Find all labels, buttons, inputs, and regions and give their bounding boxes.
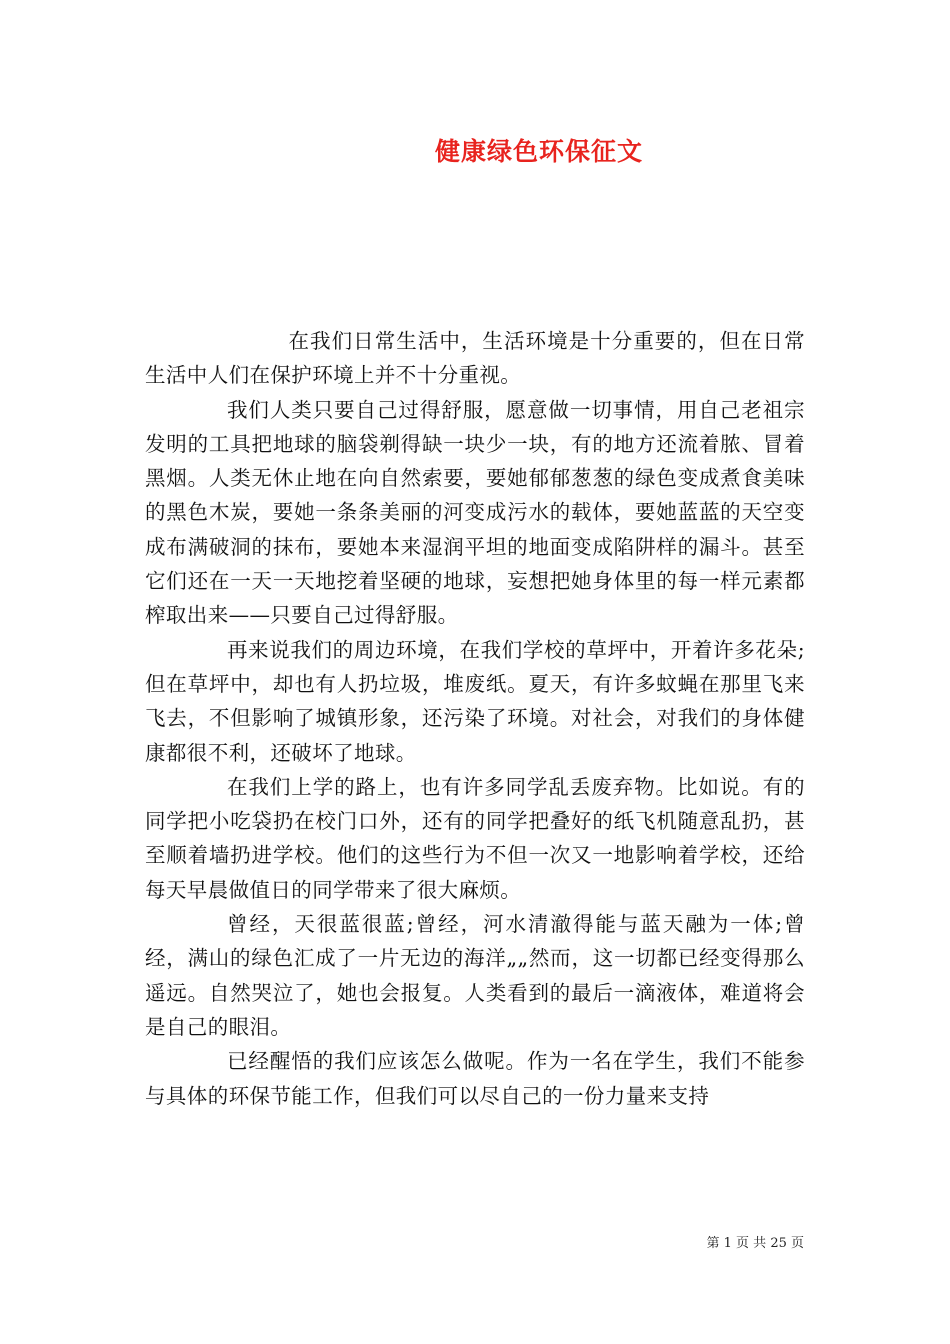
document-title: 健康绿色环保征文 bbox=[434, 137, 643, 166]
paragraph-6: 已经醒悟的我们应该怎么做呢。作为一名在学生，我们不能参与具体的环保节能工作，但我们可以尽自己的一份力量来支持 bbox=[145, 1049, 805, 1108]
page-number-footer: 第 1 页 共 25 页 bbox=[706, 1236, 804, 1251]
paragraph-3: 再来说我们的周边环境，在我们学校的草坪中，开着许多花朵;但在草坪中，却也有人扔垃圾，堆废纸。夏天，有许多蚊蝇在那里飞来飞去，不但影响了城镇形象，还污染了环境。对社会，对我们的身体健康都很不利，还破坏了地球。 bbox=[145, 637, 805, 765]
document-body bbox=[145, 324, 805, 1113]
paragraph-1: 在我们日常生活中，生活环境是十分重要的，但在日常生活中人们在保护环境上并不十分重视。 bbox=[145, 329, 805, 388]
paragraph-5: 曾经，天很蓝很蓝;曾经，河水清澈得能与蓝天融为一体;曾经，满山的绿色汇成了一片无边的海洋„„然而，这一切都已经变得那么遥远。自然哭泣了，她也会报复。人类看到的最后一滴液体，难道将会是自己的眼泪。 bbox=[145, 912, 805, 1039]
paragraph-4: 在我们上学的路上，也有许多同学乱丢废弃物。比如说。有的同学把小吃袋扔在校门口外，还有的同学把叠好的纸飞机随意乱扔，甚至顺着墙扔进学校。他们的这些行为不但一次又一地影响着学校，还给每天早晨做值日的同学带来了很大麻烦。 bbox=[145, 774, 805, 902]
paragraph-2: 我们人类只要自己过得舒服，愿意做一切事情，用自己老祖宗发明的工具把地球的脑袋剃得缺一块少一块，有的地方还流着脓、冒着黑烟。人类无休止地在向自然索要，要她郁郁葱葱的绿色变成煮食美味的黑色木炭，要她一条条美丽的河变成污水的载体，要她蓝蓝的天空变成布满破洞的抹布，要她本来湿润平坦的地面变成陷阱样的漏斗。甚至它们还在一天一天地挖着坚硬的地球，妄想把她身体里的每一样元素都榨取出来——只要自己过得舒服。 bbox=[145, 397, 805, 628]
